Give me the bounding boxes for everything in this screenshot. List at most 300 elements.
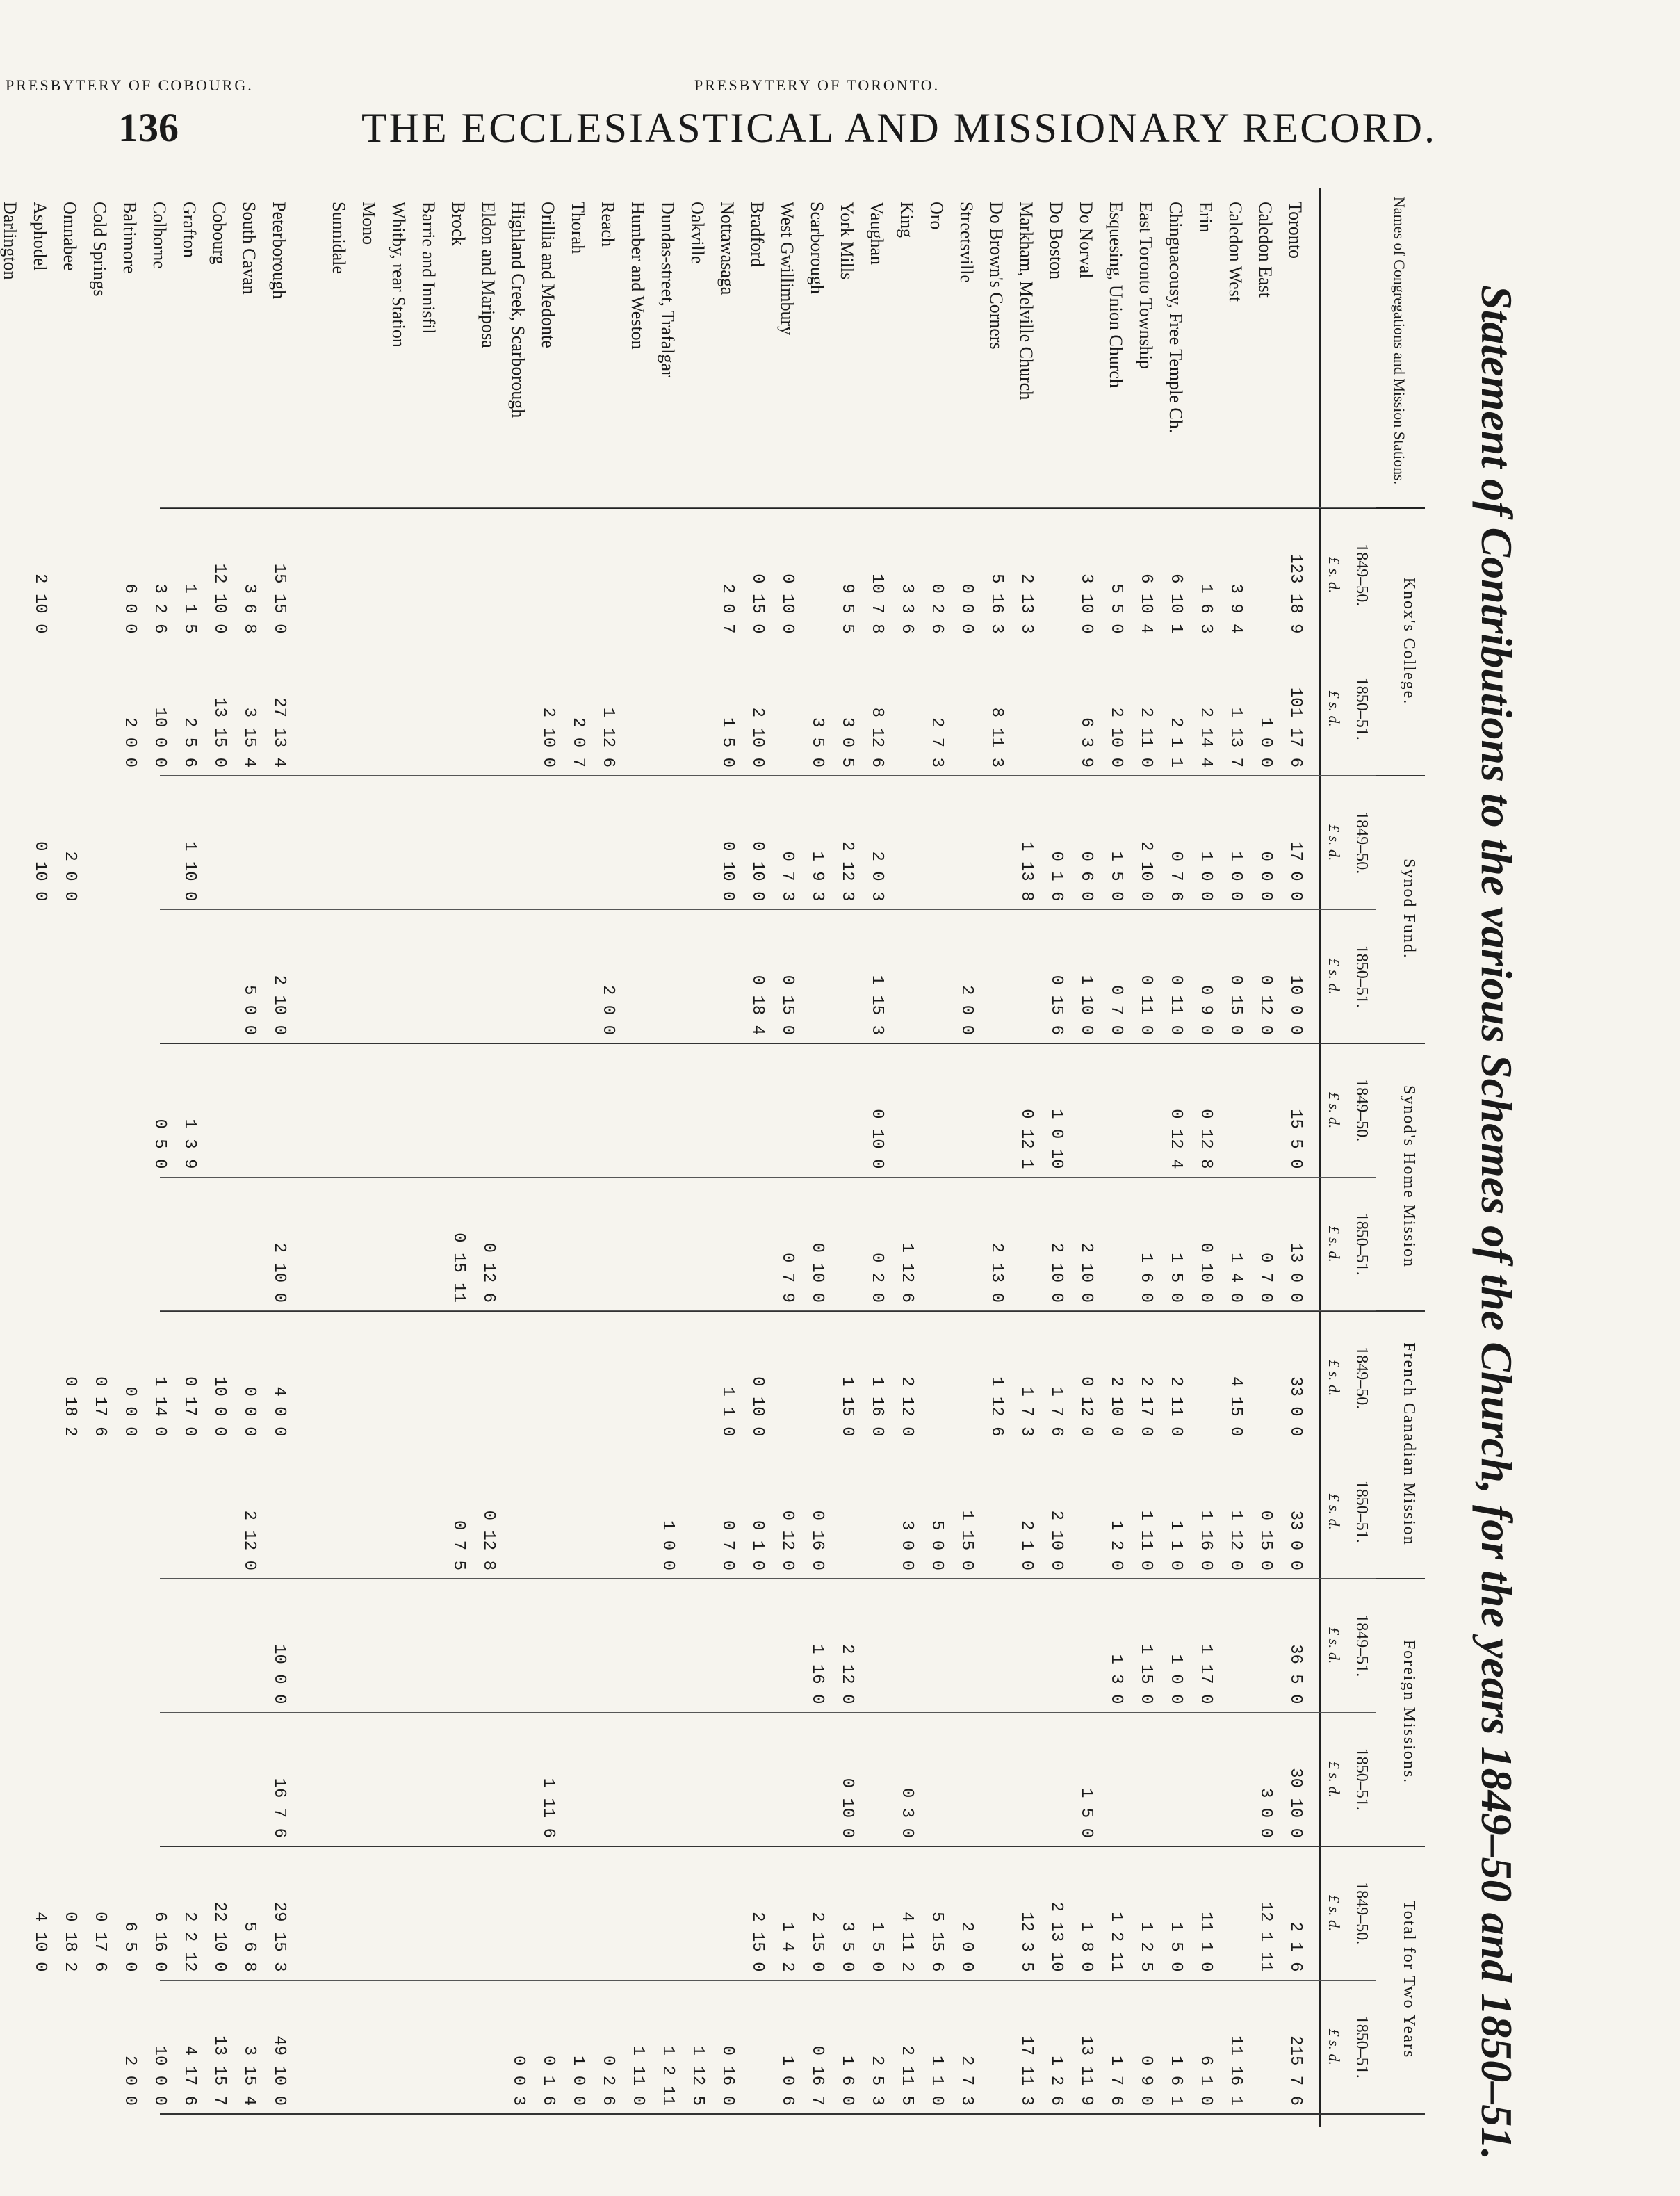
amount-cell [145,917,174,1040]
amount-cell [85,917,115,1040]
year-label: 1849–50. [1353,1882,1371,1945]
amount-cell: 2 10 0 [1107,1376,1125,1437]
amount-cell [1071,1452,1101,1575]
scheme-column [31,1846,1425,2115]
amount-cell [324,649,354,772]
amount-cell [234,783,264,906]
amount-cell: 3 6 8 [240,583,259,634]
amount-cell [1250,1050,1280,1173]
amount-cell: 0 0 0 [957,583,976,634]
amount-cell [55,649,85,772]
amount-cell [473,1853,503,1976]
amount-cell [473,1318,503,1441]
amount-cell [892,783,922,906]
amount-cell [563,515,593,638]
amount-cell: 1 6 1 [1166,2055,1185,2106]
amount-cell: 1 15 3 [867,975,886,1035]
congregation-name: Streetsville [956,202,977,283]
amount-cell [683,917,712,1040]
amount-cell [384,783,414,906]
amount-cell: 0 7 6 [1166,851,1185,902]
group-spacer [294,1050,324,1173]
amount-cell [593,1853,623,1976]
year-label: 1850–51. [1353,1748,1371,1811]
amount-cell [115,783,145,906]
amount-cell [204,1586,234,1709]
amount-cell [0,917,25,1040]
amount-cell: 3 0 0 [897,1520,916,1570]
amount-cell: 2 7 3 [927,717,946,767]
amount-cell: 101 17 6 [1286,687,1305,767]
amount-cell: 0 10 0 [808,1242,826,1303]
amount-cell: 3 3 6 [897,583,916,634]
amount-cell [324,783,354,906]
amount-cell [25,1720,55,1843]
amount-cell: 1 0 0 [658,1520,677,1570]
amount-cell [623,1185,653,1308]
amount-cell [354,783,384,906]
amount-cell: 1 0 0 [1226,851,1245,902]
running-head: THE ECCLESIASTICAL AND MISSIONARY RECORD. [361,105,1437,151]
amount-cell [25,1185,55,1308]
amount-cell [55,1720,85,1843]
amount-cell [443,783,473,906]
amount-cell [354,515,384,638]
amount-cell: 123 18 9 [1286,553,1305,634]
group-spacer [294,1318,324,1441]
amount-cell: 0 1 6 [539,2055,557,2106]
amount-cell: 5 15 6 [927,1912,946,1972]
amount-cell [832,1452,862,1575]
scheme-column [160,1578,1425,1847]
amount-cell [234,1050,264,1173]
congregation-name: Humber and Weston [628,202,648,350]
amount-cell: 17 0 0 [1286,841,1305,902]
amount-cell [712,1586,742,1709]
amount-cell: 2 0 7 [718,583,737,634]
amount-cell [742,1185,772,1308]
amount-cell: 1 12 6 [987,1376,1006,1437]
amount-cell [1250,1987,1280,2110]
amount-cell: 6 3 9 [1077,717,1095,767]
amount-cell [683,1452,712,1575]
amount-cell: 2 10 0 [1107,707,1125,767]
amount-cell [623,917,653,1040]
congregation-name: Asphodel [30,202,50,271]
amount-cell: 1 0 0 [1256,717,1275,767]
amount-cell: 10 0 0 [1286,975,1305,1035]
amount-cell: 4 11 2 [897,1912,916,1972]
amount-cell: 0 7 3 [778,851,797,902]
amount-cell [384,1452,414,1575]
amount-cell: 1 5 0 [1077,1787,1095,1838]
amount-cell [742,1720,772,1843]
amount-cell: 2 0 0 [598,984,617,1035]
year-column [160,1712,1376,1847]
congregation-name: Toronto [1285,202,1305,259]
amount-cell [922,1050,952,1173]
amount-cell [1250,1586,1280,1709]
amount-cell: 0 12 8 [1196,1109,1215,1169]
amount-cell: 8 12 6 [867,707,886,767]
amount-cell: 2 5 6 [180,717,199,767]
amount-cell [533,1452,563,1575]
amount-cell: 1 0 0 [569,2055,587,2106]
amount-cell [0,1586,25,1709]
amount-cell: 1 16 0 [808,1644,826,1705]
scheme-name: French Canadian Mission [1400,1342,1418,1546]
amount-cell [832,1050,862,1173]
amount-cell: 3 9 4 [1226,583,1245,634]
congregation-name: Caledon West [1225,202,1246,302]
amount-cell: 2 17 0 [1136,1376,1155,1437]
amount-cell: 2 0 0 [60,851,79,902]
congregation-name: Peterborough [269,202,289,300]
amount-cell [1191,1720,1221,1843]
group-spacer [294,1586,324,1709]
amount-cell: 6 5 0 [120,1921,139,1972]
congregation-name: Sunnidale [329,202,349,274]
amount-cell [533,1853,563,1976]
amount-cell: 2 10 0 [1136,841,1155,902]
amount-cell [922,1318,952,1441]
amount-cell: 2 14 4 [1196,707,1215,767]
amount-cell [503,1452,533,1575]
amount-cell [1071,1050,1101,1173]
congregation-name: Nottawasaga [717,202,737,295]
scheme-name: Synod Fund. [1400,859,1418,959]
amount-cell [593,1452,623,1575]
amount-cell: 1 12 6 [897,1242,916,1303]
scheme-name: Synod's Home Mission [1400,1084,1418,1269]
amount-cell: 2 10 0 [31,574,49,634]
amount-cell: 0 17 0 [180,1376,199,1437]
amount-cell [1011,917,1041,1040]
amount-cell [563,1185,593,1308]
amount-cell [981,1452,1011,1575]
currency-unit: £ s. d. [1326,958,1343,995]
amount-cell: 0 16 7 [808,2045,826,2106]
amount-cell [0,1318,25,1441]
amount-cell [473,1586,503,1709]
amount-cell [55,1050,85,1173]
amount-cell [174,1452,204,1575]
value-list [0,1050,1310,1173]
amount-cell: 1 7 6 [1047,1386,1066,1437]
amount-cell [0,649,25,772]
amount-cell: 6 0 0 [120,583,139,634]
table-title: Statement of Contributions to the various Schemes of the Church, for the years 1849–50 and 1850–51. [1472,285,1522,2161]
amount-cell: 1 4 0 [1226,1252,1245,1303]
amount-cell [1101,1050,1131,1173]
amount-cell: 6 16 0 [150,1912,169,1972]
amount-cell [85,1452,115,1575]
amount-cell: 0 12 1 [1017,1109,1036,1169]
amount-cell [324,1452,354,1575]
amount-cell [802,917,832,1040]
value-list [0,1318,1310,1441]
amount-cell: 0 0 0 [240,1386,259,1437]
amount-cell [473,649,503,772]
amount-cell: 1 16 0 [1196,1510,1215,1570]
amount-cell [653,783,683,906]
amount-cell [1011,1185,1041,1308]
amount-cell [623,1720,653,1843]
amount-cell: 2 7 3 [957,2055,976,2106]
amount-cell [174,1185,204,1308]
amount-cell [623,1452,653,1575]
amount-cell [1011,1720,1041,1843]
amount-cell: 15 5 0 [1286,1109,1305,1169]
amount-cell: 1 1 0 [927,2055,946,2106]
amount-cell [384,649,414,772]
amount-cell: 3 15 4 [240,707,259,767]
year-label: 1849–50. [1353,1079,1371,1142]
amount-cell [563,1318,593,1441]
amount-cell: 2 10 0 [1047,1242,1066,1303]
names-list [0,202,1310,494]
amount-cell [384,917,414,1040]
amount-cell: 1 12 6 [598,707,617,767]
scheme-name: Foreign Missions. [1400,1639,1418,1784]
amount-cell: 6 10 4 [1136,574,1155,634]
amount-cell [55,1987,85,2110]
amount-cell [712,1185,742,1308]
amount-cell [145,1720,174,1843]
amount-cell [384,1185,414,1308]
amount-cell [354,1720,384,1843]
amount-cell [473,1987,503,2110]
amount-cell: 2 1 0 [1017,1520,1036,1570]
amount-cell: 0 10 0 [31,841,49,902]
amount-cell [204,1720,234,1843]
scheme-column [150,1043,1425,1312]
amount-cell: 2 13 3 [1017,574,1036,634]
currency-unit: £ s. d. [1326,1761,1343,1798]
amount-cell: 0 9 0 [1136,2055,1155,2106]
amount-cell [922,1720,952,1843]
amount-cell: 12 10 0 [210,563,229,634]
amount-cell [503,783,533,906]
amount-cell: 1 2 11 [658,2045,677,2106]
amount-cell [802,1050,832,1173]
amount-cell [981,783,1011,906]
group-spacer [294,1185,324,1308]
amount-cell [922,917,952,1040]
amount-cell [145,1452,174,1575]
amount-cell [384,1318,414,1441]
amount-cell: 2 12 0 [838,1644,856,1705]
amount-cell [623,1853,653,1976]
amount-cell: 1 0 10 [1047,1109,1066,1169]
amount-cell [802,1318,832,1441]
page-number: 136 [118,105,179,150]
amount-cell: 22 10 0 [210,1901,229,1972]
amount-cell [892,649,922,772]
amount-cell: 1 2 0 [1107,1520,1125,1570]
amount-cell [533,1318,563,1441]
amount-cell [1041,515,1071,638]
amount-cell [473,1050,503,1173]
amount-cell [653,649,683,772]
value-list [0,1185,1310,1308]
amount-cell [473,515,503,638]
congregation-name: Eldon and Mariposa [478,202,498,348]
amount-cell: 27 13 4 [270,697,288,767]
value-list [0,1586,1310,1709]
amount-cell [683,1586,712,1709]
amount-cell: 1 5 0 [1166,1252,1185,1303]
congregation-name: Barrie and Innisfil [418,202,439,334]
amount-cell [683,649,712,772]
currency-unit: £ s. d. [1326,1359,1343,1397]
amount-cell [832,917,862,1040]
amount-cell [414,1318,443,1441]
congregation-name: Oakville [687,202,708,264]
currency-unit: £ s. d. [1326,2028,1343,2066]
amount-cell [324,1586,354,1709]
amount-cell: 0 0 3 [509,2055,528,2106]
amount-cell [563,783,593,906]
amount-cell [414,1452,443,1575]
amount-cell [922,1185,952,1308]
amount-cell [503,1318,533,1441]
amount-cell: 0 11 0 [1166,975,1185,1035]
amount-cell [0,1185,25,1308]
amount-cell [85,1185,115,1308]
amount-cell: 1 8 0 [1077,1921,1095,1972]
congregation-name: Omnabee [60,202,80,271]
congregation-name: Cold Springs [90,202,110,297]
amount-cell: 0 17 6 [90,1912,109,1972]
year-column [31,775,1376,910]
presbytery-label: PRESBYTERY OF TORONTO. [694,76,940,94]
congregation-name: Cobourg [209,202,229,265]
year-label: 1850–51. [1353,2015,1371,2079]
amount-cell: 0 12 4 [1166,1109,1185,1169]
amount-cell [354,1318,384,1441]
amount-cell: 2 0 0 [120,717,139,767]
amount-cell [324,515,354,638]
amount-cell [414,649,443,772]
amount-cell: 9 5 5 [838,583,856,634]
amount-cell [115,917,145,1040]
amount-cell [0,1452,25,1575]
amount-cell: 0 10 0 [778,574,797,634]
amount-cell: 2 0 0 [957,1921,976,1972]
amount-cell: 4 0 0 [270,1386,288,1437]
scheme-name: Knox's College. [1400,577,1418,706]
amount-cell [85,783,115,906]
amount-cell: 1 9 3 [808,851,826,902]
amount-cell [414,1720,443,1843]
value-list [0,1987,1310,2110]
amount-cell [204,1185,234,1308]
amount-cell [324,1318,354,1441]
year-label: 1849–50. [1353,811,1371,875]
amount-cell [683,1720,712,1843]
amount-cell: 1 5 0 [718,717,737,767]
amount-cell [952,1050,981,1173]
group-spacer [294,1452,324,1575]
amount-cell [354,649,384,772]
currency-unit: £ s. d. [1326,824,1343,861]
amount-cell [533,783,563,906]
amount-cell [384,515,414,638]
amount-cell [802,1720,832,1843]
amount-cell: 33 0 0 [1286,1376,1305,1437]
congregation-name: Darlington [0,202,20,280]
amount-cell [414,1050,443,1173]
currency-unit: £ s. d. [1326,1091,1343,1129]
congregation-name: East Toronto Township [1136,202,1156,369]
amount-cell [174,1720,204,1843]
amount-cell [384,1987,414,2110]
amount-cell [174,917,204,1040]
amount-cell [0,1050,25,1173]
amount-cell [414,1185,443,1308]
amount-cell [55,917,85,1040]
amount-cell [384,1586,414,1709]
amount-cell: 6 10 1 [1166,574,1185,634]
amount-cell [115,1720,145,1843]
amount-cell: 1 12 5 [688,2045,707,2106]
amount-cell [503,917,533,1040]
amount-cell: 17 11 3 [1017,2035,1036,2106]
amount-cell: 0 12 0 [778,1510,797,1570]
amount-cell [1221,1720,1250,1843]
amount-cell [1131,1720,1161,1843]
amount-cell [0,1853,25,1976]
amount-cell [414,1987,443,2110]
amount-cell [55,1586,85,1709]
congregation-name: West Gwillimbury [777,202,797,336]
amount-cell: 2 1 6 [1286,1921,1305,1972]
amount-cell [25,1987,55,2110]
year-column [160,1445,1376,1579]
amount-cell [832,1185,862,1308]
amount-cell [563,1050,593,1173]
amount-cell [503,1586,533,1709]
amount-cell [952,1318,981,1441]
amount-cell [0,1720,25,1843]
congregation-name: Do Brown's Corners [986,202,1006,350]
amount-cell: 0 10 0 [718,841,737,902]
currency-unit: £ s. d. [1326,1493,1343,1531]
year-label: 1849–51. [1353,1614,1371,1677]
amount-cell: 1 6 0 [838,2055,856,2106]
congregation-name: Reach [598,202,618,247]
amount-cell: 0 12 8 [479,1510,498,1570]
amount-cell: 1 7 6 [1107,2055,1125,2106]
amount-cell [503,1185,533,1308]
amount-cell [593,1720,623,1843]
amount-cell [593,783,623,906]
amount-cell: 1 17 0 [1196,1644,1215,1705]
amount-cell: 0 1 0 [748,1520,767,1570]
amount-cell: 2 0 7 [569,717,587,767]
amount-cell [145,783,174,906]
amount-cell [533,1586,563,1709]
amount-cell: 33 0 0 [1286,1510,1305,1570]
amount-cell [623,515,653,638]
amount-cell: 10 0 0 [150,707,169,767]
amount-cell [55,1452,85,1575]
congregation-name: Thorah [568,202,588,254]
amount-cell [1041,1586,1071,1709]
amount-cell [443,1720,473,1843]
amount-cell: 2 15 0 [808,1912,826,1972]
